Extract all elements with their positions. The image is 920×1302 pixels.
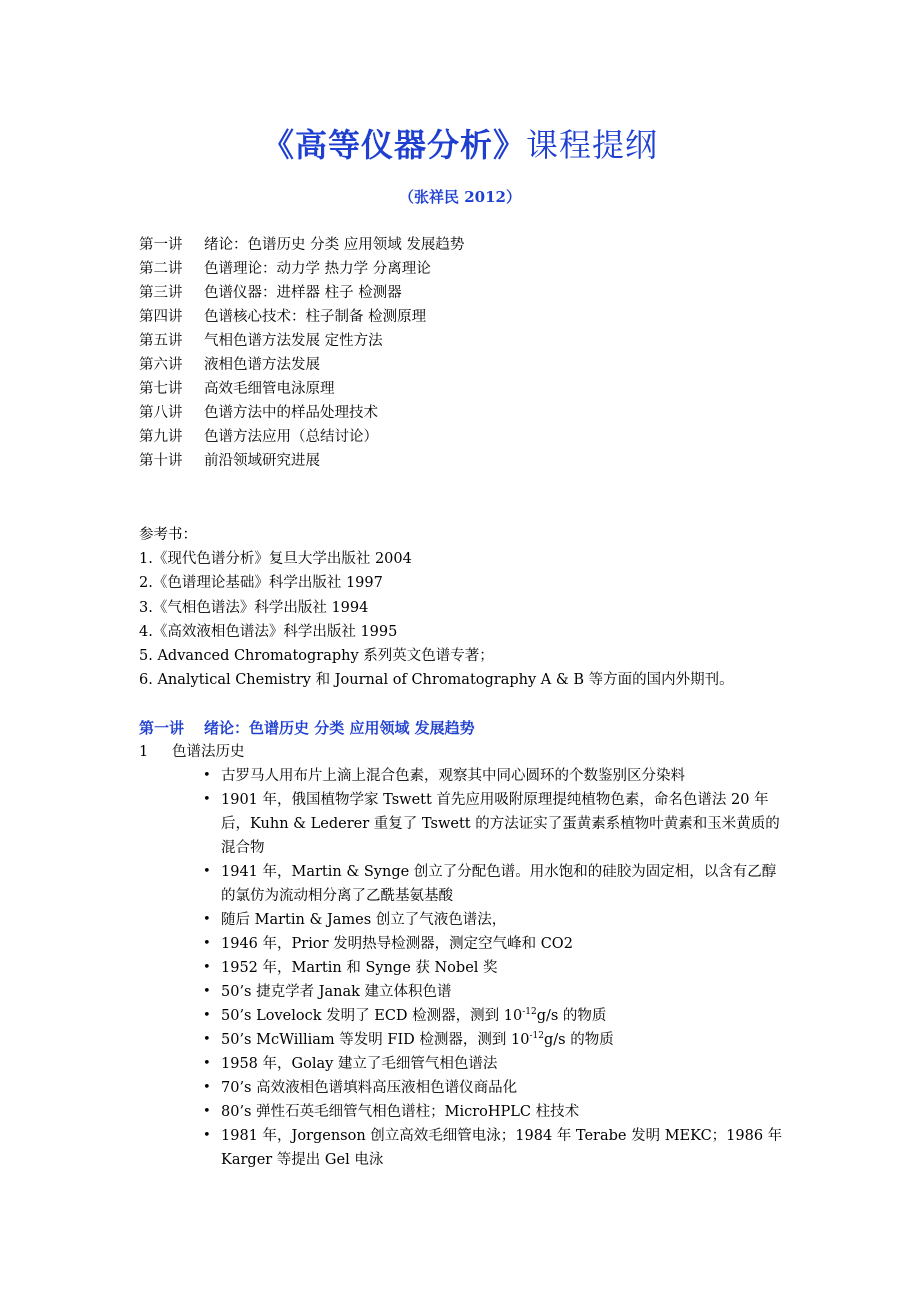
lecture-number: 第十讲: [139, 453, 183, 469]
bullet-icon: •: [203, 1032, 211, 1047]
history-text: 50’s 捷克学者 Janak 建立体积色谱: [221, 984, 452, 1000]
reference-item: 3.《气相色谱法》科学出版社 1994: [139, 599, 369, 616]
exponent: -12: [522, 1007, 537, 1018]
lecture-item: [139, 329, 464, 353]
bullet-icon: •: [203, 936, 211, 951]
bullet-icon: •: [203, 1128, 211, 1143]
section-title: 绪论：色谱历史 分类 应用领域 发展趋势: [204, 719, 475, 737]
lecture-text: 高效毛细管电泳原理: [204, 381, 335, 397]
bullet-icon: •: [203, 864, 211, 879]
lecture-number: 第五讲: [139, 333, 183, 349]
lecture-number: 第四讲: [139, 309, 183, 325]
reference-item: 5. Advanced Chromatography 系列英文色谱专著；: [139, 648, 494, 665]
lecture-list: [139, 233, 464, 473]
section-heading: [139, 716, 475, 740]
history-text-pre: 50’s McWilliam 等发明 FID 检测器，测到 10: [221, 1032, 530, 1048]
history-text: 1901 年，俄国植物学家 Tswett 首先应用吸附原理提纯植物色素，命名色谱法 20 年后，Kuhn & Lederer 重复了 Tswett 的方法证实了蛋黄素系植物叶黄素和玉米黄质的混合物: [221, 792, 780, 856]
exponent: -12: [529, 1031, 544, 1042]
lecture-text: 色谱核心技术：柱子制备 检测原理: [204, 309, 427, 325]
history-item: [202, 1028, 787, 1052]
lecture-text: 气相色谱方法发展 定性方法: [204, 333, 383, 349]
history-text: 1958 年，Golay 建立了毛细管气相色谱法: [221, 1056, 498, 1072]
reference-item: 4.《高效液相色谱法》科学出版社 1995: [139, 623, 398, 640]
history-item: [202, 908, 787, 932]
history-text: 1981 年，Jorgenson 创立高效毛细管电泳；1984 年 Terabe 发明 MEKC；1986 年 Karger 等提出 Gel 电泳: [221, 1128, 783, 1168]
lecture-number: 第七讲: [139, 381, 183, 397]
lecture-item: [139, 353, 464, 377]
history-item: [202, 860, 787, 908]
lecture-item: [139, 377, 464, 401]
lecture-number: 第八讲: [139, 405, 183, 421]
reference-heading: 参考书：: [139, 527, 197, 543]
bullet-icon: •: [203, 792, 211, 807]
lecture-item: [139, 305, 464, 329]
lecture-item: [139, 449, 464, 473]
history-item: [202, 1124, 787, 1172]
lecture-text: 色谱理论：动力学 热力学 分离理论: [204, 261, 431, 277]
subsection-heading: [139, 740, 245, 764]
lecture-number: 第一讲: [139, 237, 183, 253]
lecture-item: [139, 257, 464, 281]
history-item: [202, 980, 787, 1004]
lecture-number: 第六讲: [139, 357, 183, 373]
author-line: （张祥民 2012）: [399, 188, 521, 206]
history-text: 1941 年，Martin & Synge 创立了分配色谱。用水饱和的硅胶为固定相，以含有乙醇的氯仿为流动相分离了乙酰基氨基酸: [221, 864, 777, 904]
document-title: [0, 120, 920, 166]
history-text: 随后 Martin & James 创立了气液色谱法，: [221, 912, 507, 928]
history-item: [202, 956, 787, 980]
history-text: 1946 年，Prior 发明热导检测器，测定空气峰和 CO2: [221, 936, 573, 952]
history-text-pre: 50’s Lovelock 发明了 ECD 检测器，测到 10: [221, 1008, 523, 1024]
title-normal-part: 课程提纲: [526, 126, 659, 164]
history-item: [202, 932, 787, 956]
reference-item: 2.《色谱理论基础》科学出版社 1997: [139, 575, 383, 592]
lecture-text: 色谱方法应用（总结讨论）: [204, 429, 378, 445]
lecture-item: [139, 401, 464, 425]
history-item: [202, 764, 787, 788]
lecture-number: 第三讲: [139, 285, 183, 301]
section-number: 第一讲: [139, 719, 185, 737]
lecture-text: 色谱方法中的样品处理技术: [204, 405, 378, 421]
history-list: [202, 764, 787, 1172]
lecture-number: 第九讲: [139, 429, 183, 445]
lecture-text: 液相色谱方法发展: [204, 357, 320, 373]
title-bold-part: 《高等仪器分析》: [261, 126, 526, 164]
subsection-title: 色谱法历史: [172, 744, 245, 760]
reference-item: 6. Analytical Chemistry 和 Journal of Chromatography A & B 等方面的国内外期刊。: [139, 672, 734, 689]
history-text: 古罗马人用布片上滴上混合色素，观察其中同心圆环的个数鉴别区分染料: [221, 768, 685, 784]
lecture-item: [139, 281, 464, 305]
history-text: 80’s 弹性石英毛细管气相色谱柱；MicroHPLC 柱技术: [221, 1104, 580, 1120]
history-item: [202, 1004, 787, 1028]
bullet-icon: •: [203, 960, 211, 975]
lecture-text: 色谱仪器：进样器 柱子 检测器: [204, 285, 402, 301]
bullet-icon: •: [203, 768, 211, 783]
bullet-icon: •: [203, 1056, 211, 1071]
history-text: 1952 年，Martin 和 Synge 获 Nobel 奖: [221, 960, 498, 976]
lecture-text: 绪论：色谱历史 分类 应用领域 发展趋势: [204, 237, 465, 253]
reference-list: [139, 523, 734, 692]
history-item: [202, 1052, 787, 1076]
history-text-post: g/s 的物质: [543, 1032, 614, 1048]
bullet-icon: •: [203, 1008, 211, 1023]
bullet-icon: •: [203, 912, 211, 927]
lecture-item: [139, 425, 464, 449]
history-text: 70’s 高效液相色谱填料高压液相色谱仪商品化: [221, 1080, 518, 1096]
bullet-icon: •: [203, 1080, 211, 1095]
bullet-icon: •: [203, 1104, 211, 1119]
history-item: [202, 1076, 787, 1100]
reference-item: 1.《现代色谱分析》复旦大学出版社 2004: [139, 551, 412, 568]
lecture-text: 前沿领域研究进展: [204, 453, 320, 469]
history-item: [202, 1100, 787, 1124]
history-text-post: g/s 的物质: [536, 1008, 607, 1024]
bullet-icon: •: [203, 984, 211, 999]
lecture-number: 第二讲: [139, 261, 183, 277]
history-item: [202, 788, 787, 860]
lecture-item: [139, 233, 464, 257]
subsection-number: 1: [139, 744, 149, 760]
